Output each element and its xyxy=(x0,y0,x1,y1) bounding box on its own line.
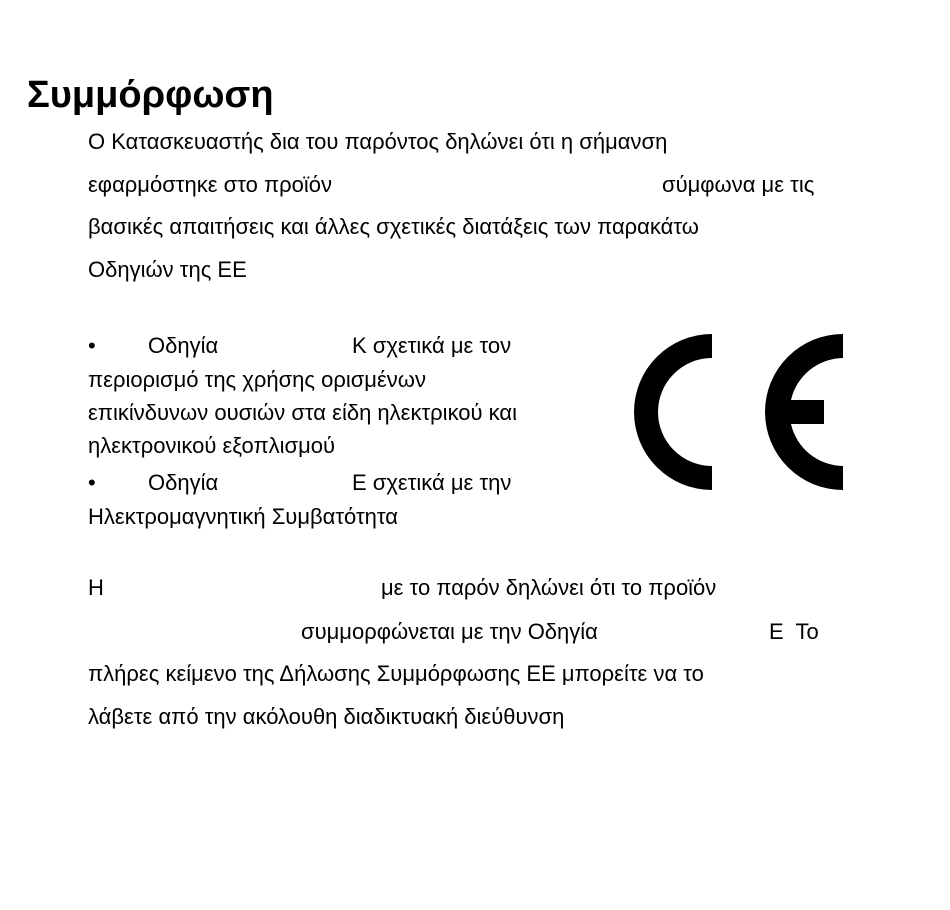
declaration-line-3: πλήρες κείμενο της Δήλωσης Συμμόρφωσης ΕΕ μπορείτε να το xyxy=(88,661,704,686)
bullet-1: • xyxy=(88,333,96,358)
declaration-line-2a: συμμορφώνεται με την Οδηγία xyxy=(301,619,598,644)
declaration-line-2b: Ε Το xyxy=(769,619,819,644)
directive-1-line-3: επικίνδυνων ουσιών στα είδη ηλεκτρικού και xyxy=(88,400,518,425)
declaration-line-1b: με το παρόν δηλώνει ότι το προϊόν xyxy=(381,575,717,600)
ce-mark-icon xyxy=(626,334,846,490)
directive-1-line-4: ηλεκτρονικού εξοπλισμού xyxy=(88,433,336,458)
intro-line-2a: εφαρμόστηκε στο προϊόν xyxy=(88,172,332,197)
directive-1-label: Οδηγία xyxy=(148,333,219,358)
directive-1-line-2: περιορισμό της χρήσης ορισμένων xyxy=(88,367,426,392)
directive-2-suffix: Ε σχετικά με την xyxy=(352,470,512,495)
bullet-2: • xyxy=(88,470,96,495)
page-title: Συμμόρφωση xyxy=(27,74,274,116)
directive-2-label: Οδηγία xyxy=(148,470,219,495)
intro-line-1: Ο Κατασκευαστής δια του παρόντος δηλώνει ότι η σήμανση xyxy=(88,129,668,154)
directive-2-line-2: Ηλεκτρομαγνητική Συμβατότητα xyxy=(88,504,399,529)
intro-line-2b: σύμφωνα με τις xyxy=(662,172,815,197)
directive-1-suffix: Κ σχετικά με τον xyxy=(352,333,512,358)
intro-line-3: βασικές απαιτήσεις και άλλες σχετικές διατάξεις των παρακάτω xyxy=(88,214,699,239)
declaration-line-1a: Η xyxy=(88,575,104,600)
declaration-line-4: λάβετε από την ακόλουθη διαδικτυακή διεύθυνση xyxy=(88,704,565,729)
intro-line-4: Οδηγιών της ΕΕ xyxy=(88,257,247,282)
